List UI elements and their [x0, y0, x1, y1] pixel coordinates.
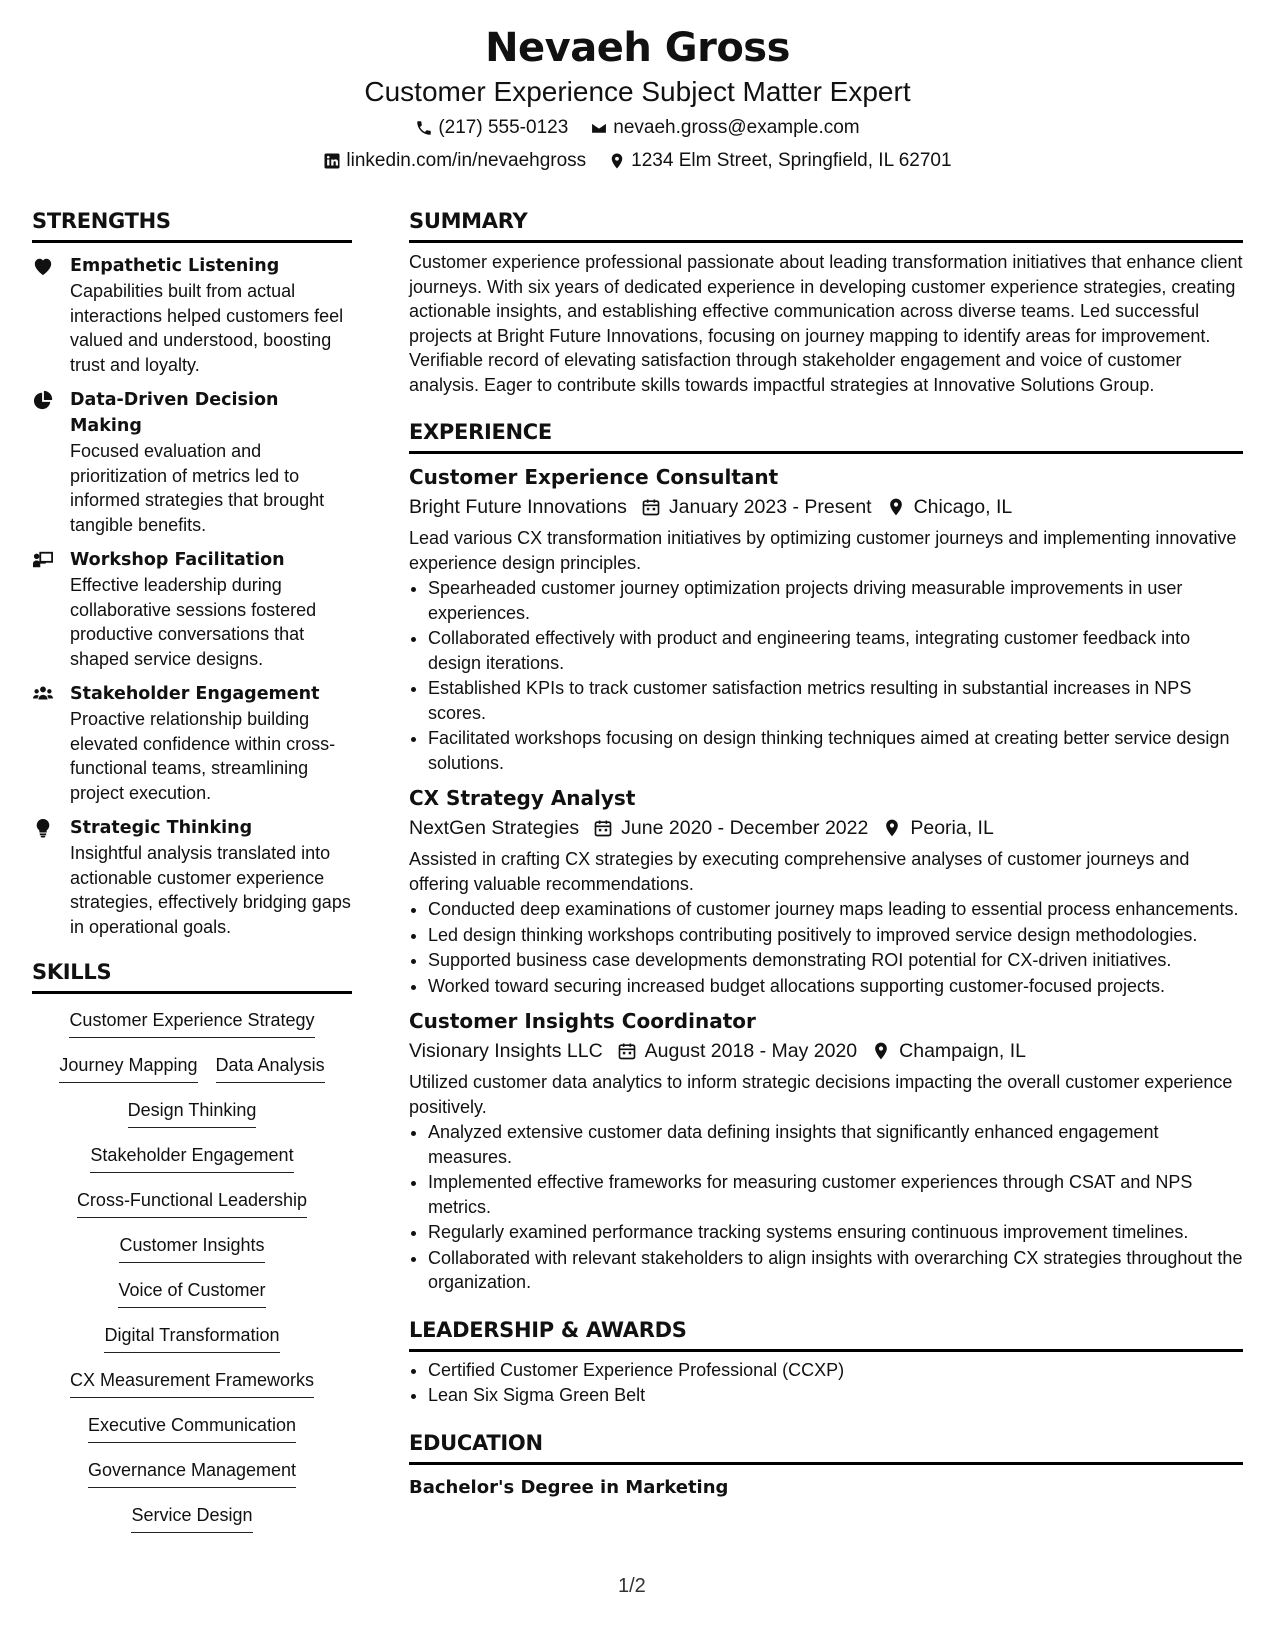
- calendar-icon: [641, 497, 661, 517]
- bullet-item: • Facilitated workshops focusing on design thinking techniques aimed at creating better service design solutions.: [428, 726, 1243, 775]
- award-item: • Certified Customer Experience Professional (CCXP): [428, 1358, 1243, 1383]
- email-address: nevaeh.gross@example.com: [613, 117, 860, 138]
- calendar-icon: [593, 818, 613, 838]
- map-pin-icon: [886, 497, 906, 517]
- job-description: Assisted in crafting CX strategies by executing comprehensive analyses of customer journeys and offering valuable recommendations.: [409, 849, 1190, 894]
- skill-tag: Cross-Functional Leadership: [77, 1188, 307, 1218]
- education-heading: EDUCATION: [409, 1424, 1243, 1465]
- company-name: NextGen Strategies: [409, 817, 580, 839]
- bullet-item: • Implemented effective frameworks for measuring customer experiences through CSAT and NPS metrics.: [428, 1170, 1243, 1219]
- strength-description: Focused evaluation and prioritization of metrics led to informed strategies that brought tangible benefits.: [70, 441, 325, 535]
- phone-icon: [415, 119, 433, 137]
- heart-icon: [32, 256, 54, 276]
- candidate-title: Customer Experience Subject Matter Expert: [364, 76, 911, 107]
- linkedin-url: linkedin.com/in/nevaehgross: [346, 150, 587, 171]
- job-location: Chicago, IL: [913, 496, 1013, 518]
- page-number: 1/2: [618, 1575, 646, 1597]
- strength-description: Effective leadership during collaborative sessions fostered productive conversations that shaped service designs.: [70, 575, 317, 669]
- skill-tag: Digital Transformation: [104, 1323, 279, 1353]
- bullet-item: • Analyzed extensive customer data defining insights that significantly enhanced engagement measures.: [428, 1120, 1243, 1169]
- linkedin-icon: [323, 152, 341, 170]
- skill-tag: Voice of Customer: [118, 1278, 265, 1308]
- skill-tag: Journey Mapping: [59, 1053, 197, 1083]
- bullet-item: • Spearheaded customer journey optimization projects driving measurable improvements in user experiences.: [428, 576, 1243, 625]
- bullet-item: • Worked toward securing increased budget allocations supporting customer-focused projects.: [428, 974, 1243, 999]
- skill-tag: Design Thinking: [128, 1098, 257, 1128]
- job-entry: [409, 1006, 1243, 1295]
- contact-row-2: [0, 149, 1275, 173]
- job-bullets: [409, 1120, 1243, 1295]
- job-meta: [409, 813, 1243, 843]
- right-column: [409, 202, 1243, 1501]
- email-contact[interactable]: [590, 116, 859, 140]
- bullet-item: • Collaborated effectively with product and engineering teams, integrating customer feedback into design iterations.: [428, 626, 1243, 675]
- skill-tag: Data Analysis: [216, 1053, 325, 1083]
- strength-heading: Strategic Thinking: [70, 818, 253, 838]
- awards-list: [409, 1358, 1243, 1408]
- strength-description: Capabilities built from actual interactions helped customers feel valued and understood, boosting trust and loyalty.: [70, 281, 344, 375]
- job-entry: [409, 783, 1243, 998]
- job-title: Customer Insights Coordinator: [409, 1009, 756, 1033]
- strength-description: Proactive relationship building elevated confidence within cross-functional teams, streamlining project execution.: [70, 709, 336, 803]
- lightbulb-icon: [32, 818, 54, 838]
- strength-heading: Empathetic Listening: [70, 256, 280, 276]
- skill-tag: Customer Experience Strategy: [69, 1008, 314, 1038]
- bullet-item: • Regularly examined performance tracking systems ensuring continuous improvement timelines.: [428, 1220, 1243, 1245]
- candidate-name: Nevaeh Gross: [485, 25, 790, 71]
- strength-heading: Data-Driven Decision Making: [70, 390, 279, 436]
- skill-tag: Executive Communication: [88, 1413, 296, 1443]
- strength-heading: Workshop Facilitation: [70, 550, 285, 570]
- strengths-heading: STRENGTHS: [32, 202, 352, 243]
- map-pin-icon: [882, 818, 902, 838]
- phone-number: (217) 555-0123: [438, 117, 569, 138]
- degree-title: Bachelor's Degree in Marketing: [409, 1476, 729, 1498]
- presenter-icon: [32, 550, 54, 570]
- company-name: Bright Future Innovations: [409, 496, 627, 518]
- job-description: Lead various CX transformation initiatives by optimizing customer journeys and implementing innovative experience design principles.: [409, 528, 1237, 573]
- company-name: Visionary Insights LLC: [409, 1040, 603, 1062]
- pie-chart-icon: [32, 390, 54, 410]
- job-bullets: [409, 576, 1243, 775]
- job-meta: [409, 1036, 1243, 1066]
- job-entry: [409, 462, 1243, 775]
- job-location: Champaign, IL: [899, 1040, 1026, 1062]
- job-bullets: [409, 897, 1243, 998]
- strength-item: [32, 253, 352, 377]
- envelope-icon: [590, 119, 608, 137]
- street-address: 1234 Elm Street, Springfield, IL 62701: [631, 150, 952, 171]
- job-title: Customer Experience Consultant: [409, 465, 779, 489]
- skill-tag: CX Measurement Frameworks: [70, 1368, 314, 1398]
- strength-item: [32, 681, 352, 805]
- map-pin-icon: [871, 1041, 891, 1061]
- strength-item: [32, 387, 352, 537]
- strength-item: [32, 815, 352, 939]
- job-dates: June 2020 - December 2022: [621, 817, 869, 839]
- bullet-item: • Established KPIs to track customer satisfaction metrics resulting in substantial increases in NPS scores.: [428, 676, 1243, 725]
- address-contact: [608, 149, 951, 173]
- calendar-icon: [617, 1041, 637, 1061]
- summary-heading: SUMMARY: [409, 202, 1243, 243]
- contact-row-1: [0, 116, 1275, 140]
- bullet-item: • Conducted deep examinations of customer journey maps leading to essential process enhancements.: [428, 897, 1243, 922]
- map-pin-icon: [608, 152, 626, 170]
- job-dates: January 2023 - Present: [668, 496, 872, 518]
- job-meta: [409, 492, 1243, 522]
- job-dates: August 2018 - May 2020: [644, 1040, 858, 1062]
- bullet-item: • Collaborated with relevant stakeholders to align insights with overarching CX strategies throughout the organization.: [428, 1246, 1243, 1295]
- awards-heading: LEADERSHIP & AWARDS: [409, 1311, 1243, 1352]
- strength-item: [32, 547, 352, 671]
- bullet-item: • Led design thinking workshops contributing positively to improved service design methodologies.: [428, 923, 1243, 948]
- experience-heading: EXPERIENCE: [409, 413, 1243, 454]
- skill-tag: Stakeholder Engagement: [90, 1143, 293, 1173]
- strength-description: Insightful analysis translated into actionable customer experience strategies, effectively bridging gaps in operational goals.: [70, 843, 351, 937]
- award-item: • Lean Six Sigma Green Belt: [428, 1383, 1243, 1408]
- job-description: Utilized customer data analytics to inform strategic decisions impacting the overall customer experience positively.: [409, 1072, 1233, 1117]
- skill-tag: Customer Insights: [119, 1233, 264, 1263]
- skills-heading: SKILLS: [32, 953, 352, 994]
- users-icon: [32, 684, 54, 704]
- summary-text: Customer experience professional passionate about leading transformation initiatives that enhance client journeys. With six years of dedicated experience in developing customer experience strategies, creating actionable insights, and establishing effective communication across diverse teams. Led successful projects at Bright Future Innovations, focusing on journey mapping to identify areas for improvement. Verifiable record of elevating satisfaction through stakeholder engagement and voice of customer analysis. Eager to contribute skills towards impactful strategies at Innovative Solutions Group.: [409, 252, 1243, 395]
- skill-tag: Governance Management: [88, 1458, 296, 1488]
- linkedin-contact[interactable]: [323, 149, 586, 173]
- resume-header: [0, 0, 1275, 173]
- job-title: CX Strategy Analyst: [409, 786, 636, 810]
- skill-tag: Service Design: [131, 1503, 252, 1533]
- phone-contact[interactable]: [415, 116, 568, 140]
- left-column: [32, 202, 352, 1548]
- job-location: Peoria, IL: [910, 817, 994, 839]
- skills-list: [32, 1008, 352, 1548]
- bullet-item: • Supported business case developments demonstrating ROI potential for CX-driven initiatives.: [428, 948, 1243, 973]
- strength-heading: Stakeholder Engagement: [70, 684, 320, 704]
